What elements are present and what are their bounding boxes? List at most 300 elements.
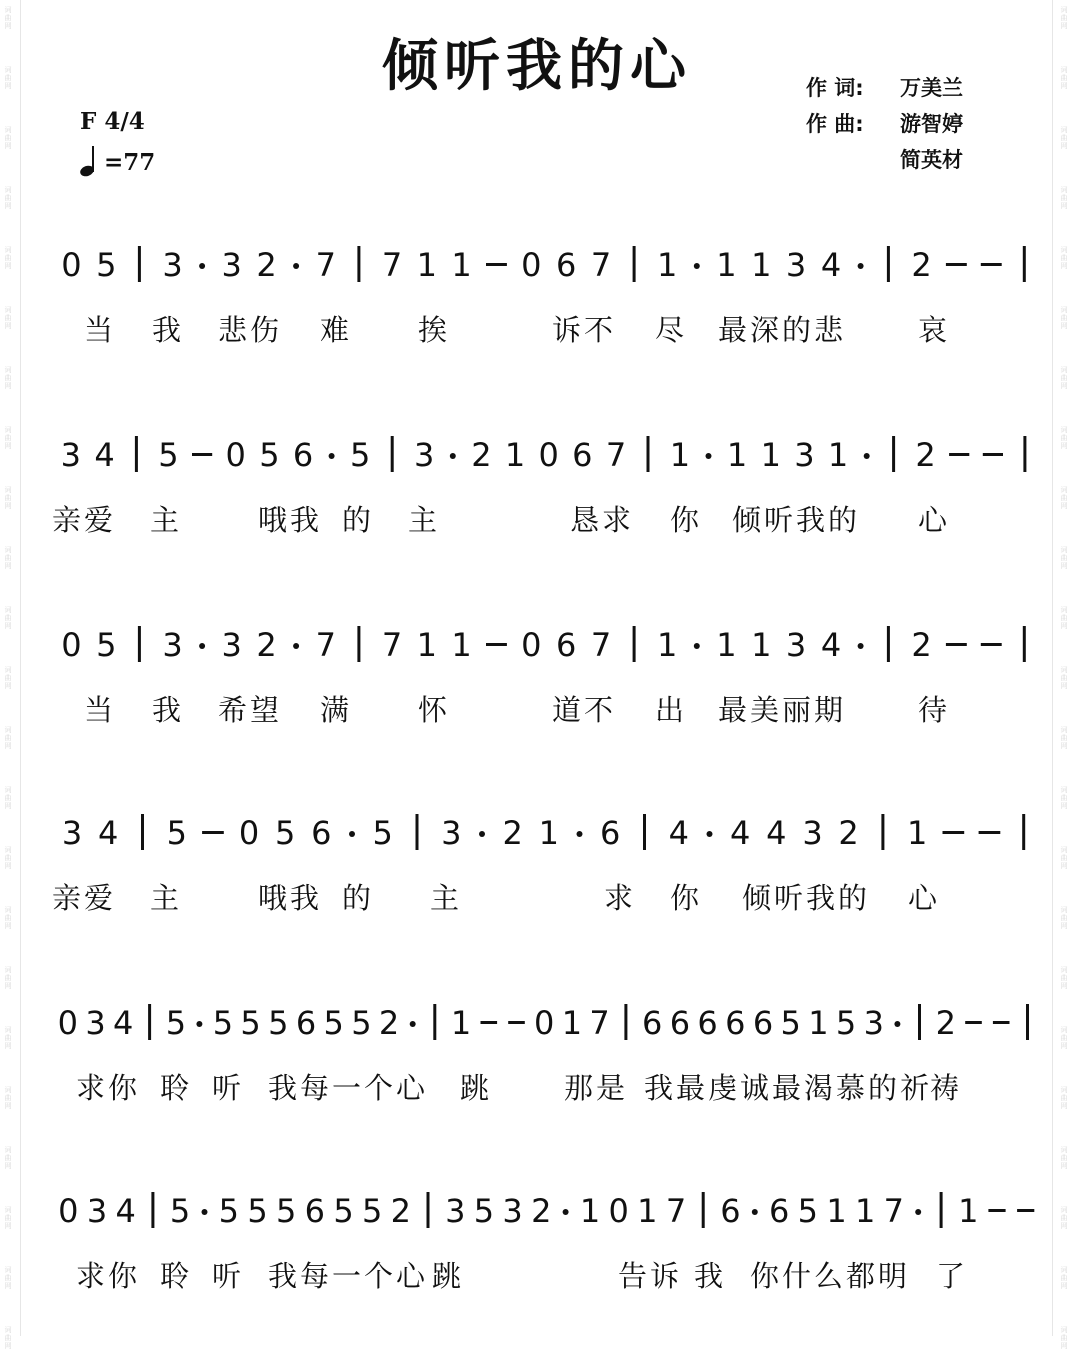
watermark-text: 词曲网 — [1060, 1326, 1068, 1350]
watermark-text: 词曲网 — [4, 186, 12, 210]
watermark-text: 词曲网 — [1060, 786, 1068, 810]
extension-dash — [943, 831, 965, 834]
watermark-text: 词曲网 — [4, 1206, 12, 1230]
lyric-word: 悲伤 — [218, 313, 283, 347]
lyric-word: 跳 — [432, 1259, 462, 1293]
note-digit: 6 — [311, 814, 332, 852]
watermark-text: 词曲网 — [1060, 906, 1068, 930]
note-digit: 1 — [716, 246, 737, 284]
barline — [881, 814, 884, 850]
note-digit: 1 — [561, 1004, 583, 1042]
barline — [624, 1004, 627, 1040]
watermark-text: 词曲网 — [4, 1146, 12, 1170]
tempo-marking — [80, 144, 155, 180]
lyric-word: 的 — [342, 503, 372, 537]
note-digit: 1 — [826, 1192, 847, 1230]
note-digit: 4 — [766, 814, 787, 852]
extension-dash — [981, 263, 1002, 266]
lyric-word: 听 — [212, 1259, 242, 1293]
note-digit: 4 — [115, 1192, 136, 1230]
augmentation-dot — [450, 453, 456, 459]
watermark-text: 词曲网 — [4, 66, 12, 90]
note-digit: 2 — [502, 814, 523, 852]
lyric-word: 哦我 — [258, 881, 323, 915]
barline — [138, 626, 141, 662]
note-digit: 6 — [295, 1004, 317, 1042]
augmentation-dot — [202, 1209, 208, 1215]
note-digit: 6 — [304, 1192, 325, 1230]
note-digit: 7 — [883, 1192, 904, 1230]
note-digit: 1 — [855, 1192, 876, 1230]
composer-name: 游智婷 — [900, 112, 963, 136]
note-digit: 3 — [502, 1192, 523, 1230]
watermark-text: 词曲网 — [4, 906, 12, 930]
note-digit: 1 — [751, 626, 772, 664]
note-digit: 5 — [165, 1004, 187, 1042]
barline — [892, 436, 895, 472]
composer-credit-2 — [806, 144, 1056, 174]
lyric-word: 道不 — [552, 693, 617, 727]
augmentation-dot — [706, 453, 712, 459]
lyric-line — [0, 1254, 1074, 1294]
watermark-text: 词曲网 — [1060, 366, 1068, 390]
lyric-word: 哀 — [918, 313, 948, 347]
note-digit: 2 — [256, 626, 277, 664]
watermark-text: 词曲网 — [1060, 1026, 1068, 1050]
watermark-text: 词曲网 — [1060, 6, 1068, 30]
note-digit: 0 — [538, 436, 559, 474]
lyric-word: 求你 — [76, 1259, 141, 1293]
note-digit: 3 — [445, 1192, 466, 1230]
note-digit: 6 — [697, 1004, 718, 1042]
watermark-text: 词曲网 — [1060, 246, 1068, 270]
note-digit: 1 — [657, 626, 678, 664]
watermark-text: 词曲网 — [4, 246, 12, 270]
lyric-word: 的 — [342, 881, 372, 915]
note-digit: 5 — [240, 1004, 261, 1042]
lyric-line — [0, 498, 1074, 538]
note-digit: 3 — [162, 246, 183, 284]
lyric-word: 你 — [670, 503, 700, 537]
note-digit: 2 — [915, 436, 936, 474]
note-digit: 3 — [162, 626, 183, 664]
note-digit: 1 — [451, 626, 472, 664]
note-digit: 5 — [835, 1004, 857, 1042]
barline — [148, 1004, 151, 1040]
note-digit: 3 — [60, 436, 81, 474]
key-signature: F 4/4 — [80, 108, 145, 135]
extension-dash — [508, 1021, 525, 1024]
lyric-word: 聆 — [160, 1071, 190, 1105]
note-digit: 1 — [669, 436, 691, 474]
watermark-text: 词曲网 — [1060, 426, 1068, 450]
note-digit: 3 — [221, 246, 242, 284]
extension-dash — [993, 1021, 1010, 1024]
lyricist-label: 作 词: — [806, 76, 864, 100]
note-digit: 6 — [600, 814, 621, 852]
extension-dash — [202, 831, 224, 834]
lyric-word: 待 — [918, 693, 948, 727]
end-barline — [1023, 626, 1026, 662]
note-digit: 0 — [521, 626, 542, 664]
watermark-text: 词曲网 — [4, 606, 12, 630]
notation-line — [0, 990, 1074, 1070]
note-digit: 0 — [57, 1004, 78, 1042]
note-digit: 3 — [785, 626, 807, 664]
lyric-line — [0, 308, 1074, 348]
note-digit: 7 — [605, 436, 627, 474]
note-digit: 2 — [531, 1192, 552, 1230]
barline — [135, 436, 138, 472]
note-digit: 3 — [221, 626, 242, 664]
watermark-text: 词曲网 — [4, 726, 12, 750]
composer-name-2: 简英材 — [900, 148, 963, 172]
lyric-line — [0, 876, 1074, 916]
note-digit: 2 — [935, 1004, 956, 1042]
end-barline — [1026, 1004, 1029, 1040]
augmentation-dot — [752, 1209, 758, 1215]
barline — [138, 246, 141, 282]
augmentation-dot — [293, 263, 299, 269]
lyric-word: 主 — [408, 503, 438, 537]
watermark-text: 词曲网 — [4, 666, 12, 690]
augmentation-dot — [293, 643, 299, 649]
augmentation-dot — [915, 1209, 921, 1215]
barline — [702, 1192, 705, 1228]
notation-line — [0, 612, 1074, 692]
note-digit: 5 — [212, 1004, 234, 1042]
lyric-word: 我每一个心 — [268, 1259, 429, 1293]
note-digit: 0 — [225, 436, 246, 474]
watermark-text: 词曲网 — [4, 786, 12, 810]
watermark-text: 词曲网 — [1060, 726, 1068, 750]
lyric-word: 我 — [152, 693, 182, 727]
lyric-word: 怀 — [418, 693, 448, 727]
watermark-text: 词曲网 — [1060, 546, 1068, 570]
augmentation-dot — [196, 1021, 202, 1027]
barline — [887, 626, 890, 662]
note-digit: 2 — [911, 626, 932, 664]
watermark-text: 词曲网 — [1060, 846, 1068, 870]
watermark-text: 词曲网 — [1060, 66, 1068, 90]
note-digit: 6 — [556, 626, 577, 664]
lyric-word: 告诉 — [618, 1259, 683, 1293]
note-digit: 5 — [797, 1192, 818, 1230]
note-digit: 4 — [94, 436, 115, 474]
composer-credit — [806, 108, 1056, 144]
extension-dash — [946, 263, 967, 266]
lyric-word: 我每一个心 — [268, 1071, 429, 1105]
note-digit: 7 — [315, 626, 336, 664]
augmentation-dot — [694, 263, 700, 269]
note-digit: 3 — [794, 436, 815, 474]
watermark-text: 词曲网 — [1060, 306, 1068, 330]
note-digit: 5 — [166, 814, 187, 852]
note-digit: 3 — [414, 436, 435, 474]
note-digit: 5 — [96, 626, 117, 664]
note-digit: 1 — [657, 246, 678, 284]
lyric-word: 最深的悲 — [718, 313, 847, 347]
note-digit: 7 — [590, 246, 612, 284]
note-digit: 0 — [238, 814, 260, 852]
watermark-text: 词曲网 — [4, 426, 12, 450]
note-digit: 0 — [61, 246, 82, 284]
note-digit: 0 — [534, 1004, 555, 1042]
lyricist-credit — [806, 72, 1056, 108]
augmentation-dot — [349, 831, 355, 837]
lyric-word: 我 — [694, 1259, 724, 1293]
note-digit: 2 — [390, 1192, 411, 1230]
lyric-word: 难 — [320, 313, 350, 347]
composer-label: 作 曲: — [806, 112, 864, 136]
extension-dash — [486, 263, 507, 266]
extension-dash — [481, 1021, 498, 1024]
lyric-word: 希望 — [218, 693, 283, 727]
lyric-word: 诉不 — [552, 313, 617, 347]
watermark-text: 词曲网 — [4, 6, 12, 30]
note-digit: 3 — [802, 814, 823, 852]
note-digit: 1 — [827, 436, 849, 474]
lyric-word: 挨 — [418, 313, 448, 347]
barline — [647, 436, 650, 472]
note-digit: 6 — [720, 1192, 741, 1230]
note-digit: 0 — [521, 246, 542, 284]
note-digit: 1 — [579, 1192, 601, 1230]
note-digit: 1 — [538, 814, 559, 852]
note-digit: 5 — [333, 1192, 354, 1230]
lyric-word: 满 — [320, 693, 350, 727]
note-digit: 2 — [378, 1004, 400, 1042]
barline — [940, 1192, 943, 1228]
lyric-word: 亲爱 — [52, 503, 117, 537]
watermark-text: 词曲网 — [4, 1026, 12, 1050]
barline — [357, 246, 360, 282]
note-digit: 2 — [256, 246, 277, 284]
song-title: 倾听我的心 — [382, 33, 692, 99]
extension-dash — [949, 453, 969, 456]
note-digit: 2 — [838, 814, 859, 852]
lyric-word: 祷 — [930, 1071, 960, 1105]
note-digit: 6 — [642, 1004, 663, 1042]
extension-dash — [981, 643, 1002, 646]
note-digit: 5 — [169, 1192, 191, 1230]
note-digit: 2 — [471, 436, 492, 474]
credits-block — [806, 72, 1056, 174]
extension-dash — [192, 453, 212, 456]
augmentation-dot — [858, 263, 864, 269]
note-digit: 4 — [820, 246, 842, 284]
augmentation-dot — [864, 453, 870, 459]
note-digit: 5 — [473, 1192, 495, 1230]
barline — [633, 626, 636, 662]
lyric-word: 我 — [152, 313, 182, 347]
note-digit: 0 — [58, 1192, 79, 1230]
augmentation-dot — [694, 643, 700, 649]
note-digit: 7 — [315, 246, 336, 284]
watermark-text: 词曲网 — [1060, 606, 1068, 630]
note-digit: 6 — [556, 246, 577, 284]
lyric-word: 主 — [150, 503, 180, 537]
lyric-word: 听 — [212, 1071, 242, 1105]
lyric-word: 求你 — [76, 1071, 141, 1105]
end-barline — [1022, 814, 1025, 850]
barline — [427, 1192, 430, 1228]
barline — [918, 1004, 921, 1040]
lyricist-name: 万美兰 — [900, 76, 963, 100]
note-digit: 1 — [958, 1192, 979, 1230]
augmentation-dot — [199, 263, 205, 269]
lyric-word: 你什么都明 — [750, 1259, 911, 1293]
lyric-word: 跳 — [460, 1071, 490, 1105]
note-digit: 7 — [381, 246, 403, 284]
barline — [887, 246, 890, 282]
lyric-word: 倾听我的 — [732, 503, 861, 537]
note-digit: 5 — [218, 1192, 239, 1230]
watermark-text: 词曲网 — [4, 966, 12, 990]
note-digit: 1 — [716, 626, 737, 664]
extension-dash — [988, 1209, 1005, 1212]
watermark-text: 词曲网 — [4, 366, 12, 390]
lyric-word: 那是 — [564, 1071, 629, 1105]
notation-line — [0, 422, 1074, 502]
extension-dash — [965, 1021, 982, 1024]
augmentation-dot — [707, 831, 713, 837]
watermark-text: 词曲网 — [1060, 1266, 1068, 1290]
watermark-text: 词曲网 — [1060, 126, 1068, 150]
note-digit: 3 — [863, 1004, 884, 1042]
note-digit: 1 — [907, 814, 928, 852]
watermark-text: 词曲网 — [4, 1266, 12, 1290]
lyric-word: 恳求 — [570, 503, 635, 537]
note-digit: 6 — [752, 1004, 774, 1042]
note-digit: 0 — [608, 1192, 629, 1230]
note-digit: 1 — [416, 246, 437, 284]
note-digit: 6 — [292, 436, 314, 474]
note-digit: 3 — [86, 1192, 108, 1230]
watermark-text: 词曲网 — [4, 1086, 12, 1110]
watermark-text: 词曲网 — [1060, 186, 1068, 210]
augmentation-dot — [894, 1021, 900, 1027]
note-digit: 7 — [665, 1192, 687, 1230]
watermark-text: 词曲网 — [1060, 1206, 1068, 1230]
lyric-word: 我最虔诚最渴慕的祈 — [644, 1071, 933, 1105]
barline — [643, 814, 646, 850]
note-digit: 5 — [362, 1192, 383, 1230]
note-digit: 1 — [808, 1004, 829, 1042]
lyric-word: 聆 — [160, 1259, 190, 1293]
watermark-text: 词曲网 — [4, 486, 12, 510]
note-digit: 4 — [668, 814, 689, 852]
note-digit: 4 — [113, 1004, 134, 1042]
watermark-text: 词曲网 — [1060, 1146, 1068, 1170]
note-digit: 4 — [730, 814, 751, 852]
quarter-note-icon — [80, 147, 104, 177]
watermark-text: 词曲网 — [1060, 966, 1068, 990]
watermark-text: 词曲网 — [4, 546, 12, 570]
extension-dash — [979, 831, 1001, 834]
lyric-word: 心 — [918, 503, 948, 537]
lyric-word: 主 — [430, 881, 460, 915]
note-digit: 6 — [572, 436, 593, 474]
barline — [151, 1192, 154, 1228]
watermark-text: 词曲网 — [4, 306, 12, 330]
note-digit: 5 — [158, 436, 179, 474]
watermark-text: 词曲网 — [1060, 1086, 1068, 1110]
note-digit: 5 — [275, 814, 296, 852]
note-digit: 5 — [247, 1192, 268, 1230]
note-digit: 7 — [589, 1004, 610, 1042]
barline — [633, 246, 636, 282]
tempo-value: =77 — [104, 148, 156, 176]
lyric-word: 你 — [670, 881, 700, 915]
lyric-word: 尽 — [655, 313, 685, 347]
watermark-text: 词曲网 — [1060, 486, 1068, 510]
note-digit: 1 — [450, 1004, 472, 1042]
note-digit: 3 — [785, 246, 807, 284]
notation-line — [0, 800, 1074, 880]
note-digit: 5 — [276, 1192, 297, 1230]
extension-dash — [983, 453, 1003, 456]
note-digit: 7 — [381, 626, 403, 664]
lyric-word: 最美丽期 — [718, 693, 847, 727]
note-digit: 6 — [669, 1004, 691, 1042]
note-digit: 0 — [61, 626, 82, 664]
end-barline — [1023, 436, 1026, 472]
augmentation-dot — [410, 1021, 416, 1027]
note-digit: 1 — [416, 626, 437, 664]
key-tempo-block — [80, 108, 155, 180]
note-digit: 5 — [96, 246, 117, 284]
barline — [433, 1004, 436, 1040]
note-digit: 3 — [61, 814, 83, 852]
note-digit: 5 — [351, 1004, 372, 1042]
note-digit: 3 — [441, 814, 462, 852]
lyric-word: 当 — [84, 693, 114, 727]
note-digit: 1 — [751, 246, 772, 284]
lyric-line — [0, 688, 1074, 728]
note-digit: 7 — [590, 626, 612, 664]
extension-dash — [946, 643, 967, 646]
lyric-word: 主 — [150, 881, 180, 915]
note-digit: 1 — [760, 436, 781, 474]
lyric-word: 亲爱 — [52, 881, 117, 915]
notation-line — [0, 232, 1074, 312]
note-digit: 1 — [451, 246, 472, 284]
augmentation-dot — [479, 831, 485, 837]
watermark-text: 词曲网 — [4, 126, 12, 150]
augmentation-dot — [577, 831, 583, 837]
note-digit: 3 — [85, 1004, 106, 1042]
note-digit: 5 — [372, 814, 393, 852]
lyric-word: 当 — [84, 313, 114, 347]
note-digit: 6 — [725, 1004, 746, 1042]
note-digit: 2 — [911, 246, 932, 284]
augmentation-dot — [563, 1209, 569, 1215]
watermark-text: 词曲网 — [4, 1326, 12, 1350]
note-digit: 4 — [98, 814, 119, 852]
barline — [391, 436, 394, 472]
note-digit: 5 — [323, 1004, 344, 1042]
note-digit: 5 — [259, 436, 280, 474]
barline — [141, 814, 144, 850]
extension-dash — [1017, 1209, 1034, 1212]
note-digit: 6 — [769, 1192, 790, 1230]
note-digit: 1 — [504, 436, 526, 474]
lyric-word: 求 — [604, 881, 634, 915]
lyric-word: 出 — [655, 693, 685, 727]
note-digit: 1 — [637, 1192, 658, 1230]
watermark-text: 词曲网 — [1060, 666, 1068, 690]
